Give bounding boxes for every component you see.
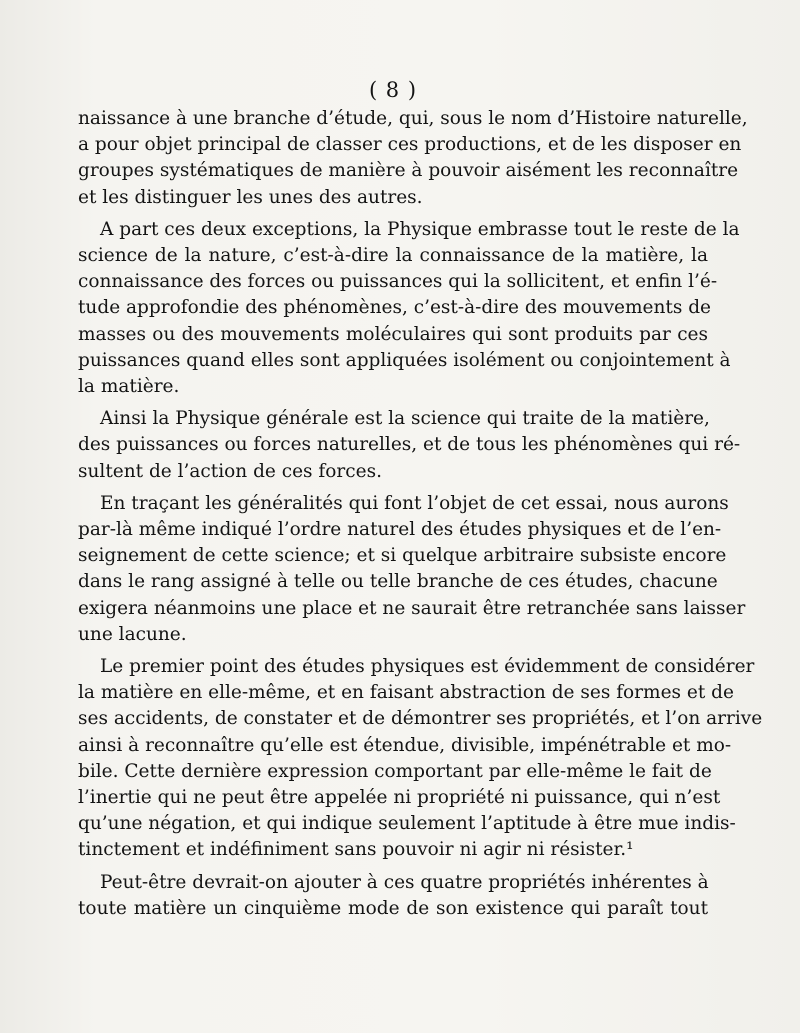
text-line: naissance à une branche d’étude, qui, sous le nom d’Histoire naturelle, <box>78 108 748 129</box>
page-number: ( 8 ) <box>368 78 418 102</box>
text-line: Ainsi la Physique générale est la science qui traite de la matière, <box>100 408 710 430</box>
text-line: masses ou des mouvements moléculaires qui sont produits par ces <box>78 323 708 345</box>
text-line: toute matière un cinquième mode de son existence qui paraît tout <box>78 897 708 919</box>
text-line: la matière. <box>78 376 180 398</box>
text-line: qu’une négation, et qui indique seulement l’aptitude à être mue indis- <box>78 813 736 835</box>
text-line: tude approfondie des phénomènes, c’est-à-dire des mouvements de <box>78 297 711 319</box>
text-line: et les distinguer les unes des autres. <box>78 186 423 208</box>
text-line: a pour objet principal de classer ces productions, et de les disposer en <box>78 134 742 156</box>
paragraph-3 <box>78 406 741 485</box>
text-line: une lacune. <box>78 623 187 645</box>
paragraph-1 <box>78 106 748 211</box>
text-line: science de la nature, c’est-à-dire la connaissance de la matière, la <box>78 245 708 267</box>
text-line: sultent de l’action de ces forces. <box>78 460 382 482</box>
text-line: par-là même indiqué l’ordre naturel des études physiques et de l’en- <box>78 519 722 541</box>
text-line: A part ces deux exceptions, la Physique embrasse tout le reste de la <box>100 218 740 240</box>
text-line: la matière en elle-même, et en faisant abstraction de ses formes et de <box>78 682 734 704</box>
text-line: bile. Cette dernière expression comportant par elle-même le fait de <box>78 760 712 782</box>
text-line: des puissances ou forces naturelles, et de tous les phénomènes qui ré- <box>78 434 741 456</box>
text-line: ses accidents, de constater et de démontrer ses propriétés, et l’on arrive <box>78 708 763 730</box>
text-line: puissances quand elles sont appliquées isolément ou conjointement à <box>78 349 731 371</box>
text-line: seignement de cette science; et si quelque arbitraire subsiste encore <box>78 545 727 567</box>
text-line: exigera néanmoins une place et ne saurait être retranchée sans laisser <box>78 597 746 619</box>
paragraph-6 <box>78 870 708 922</box>
text-line: dans le rang assigné à telle ou telle branche de ces études, chacune <box>78 571 718 593</box>
paragraph-2 <box>78 217 740 400</box>
text-line: groupes systématiques de manière à pouvoir aisément les reconnaître <box>78 160 739 182</box>
text-block <box>78 78 763 922</box>
text-line: l’inertie qui ne peut être appelée ni propriété ni puissance, qui n’est <box>78 787 721 809</box>
paragraph-4 <box>78 491 746 648</box>
text-line: Le premier point des études physiques est évidemment de considérer <box>100 656 755 678</box>
text-line: En traçant les généralités qui font l’objet de cet essai, nous aurons <box>100 492 729 514</box>
text-line: connaissance des forces ou puissances qui la sollicitent, et enfin l’é- <box>78 271 718 293</box>
text-line: Peut-être devrait-on ajouter à ces quatre propriétés inhérentes à <box>100 871 709 893</box>
text-line: ainsi à reconnaître qu’elle est étendue, divisible, impénétrable et mo- <box>78 734 732 756</box>
text-line: tinctement et indéfiniment sans pouvoir ni agir ni résister.¹ <box>78 839 634 861</box>
paragraph-5 <box>78 654 763 864</box>
